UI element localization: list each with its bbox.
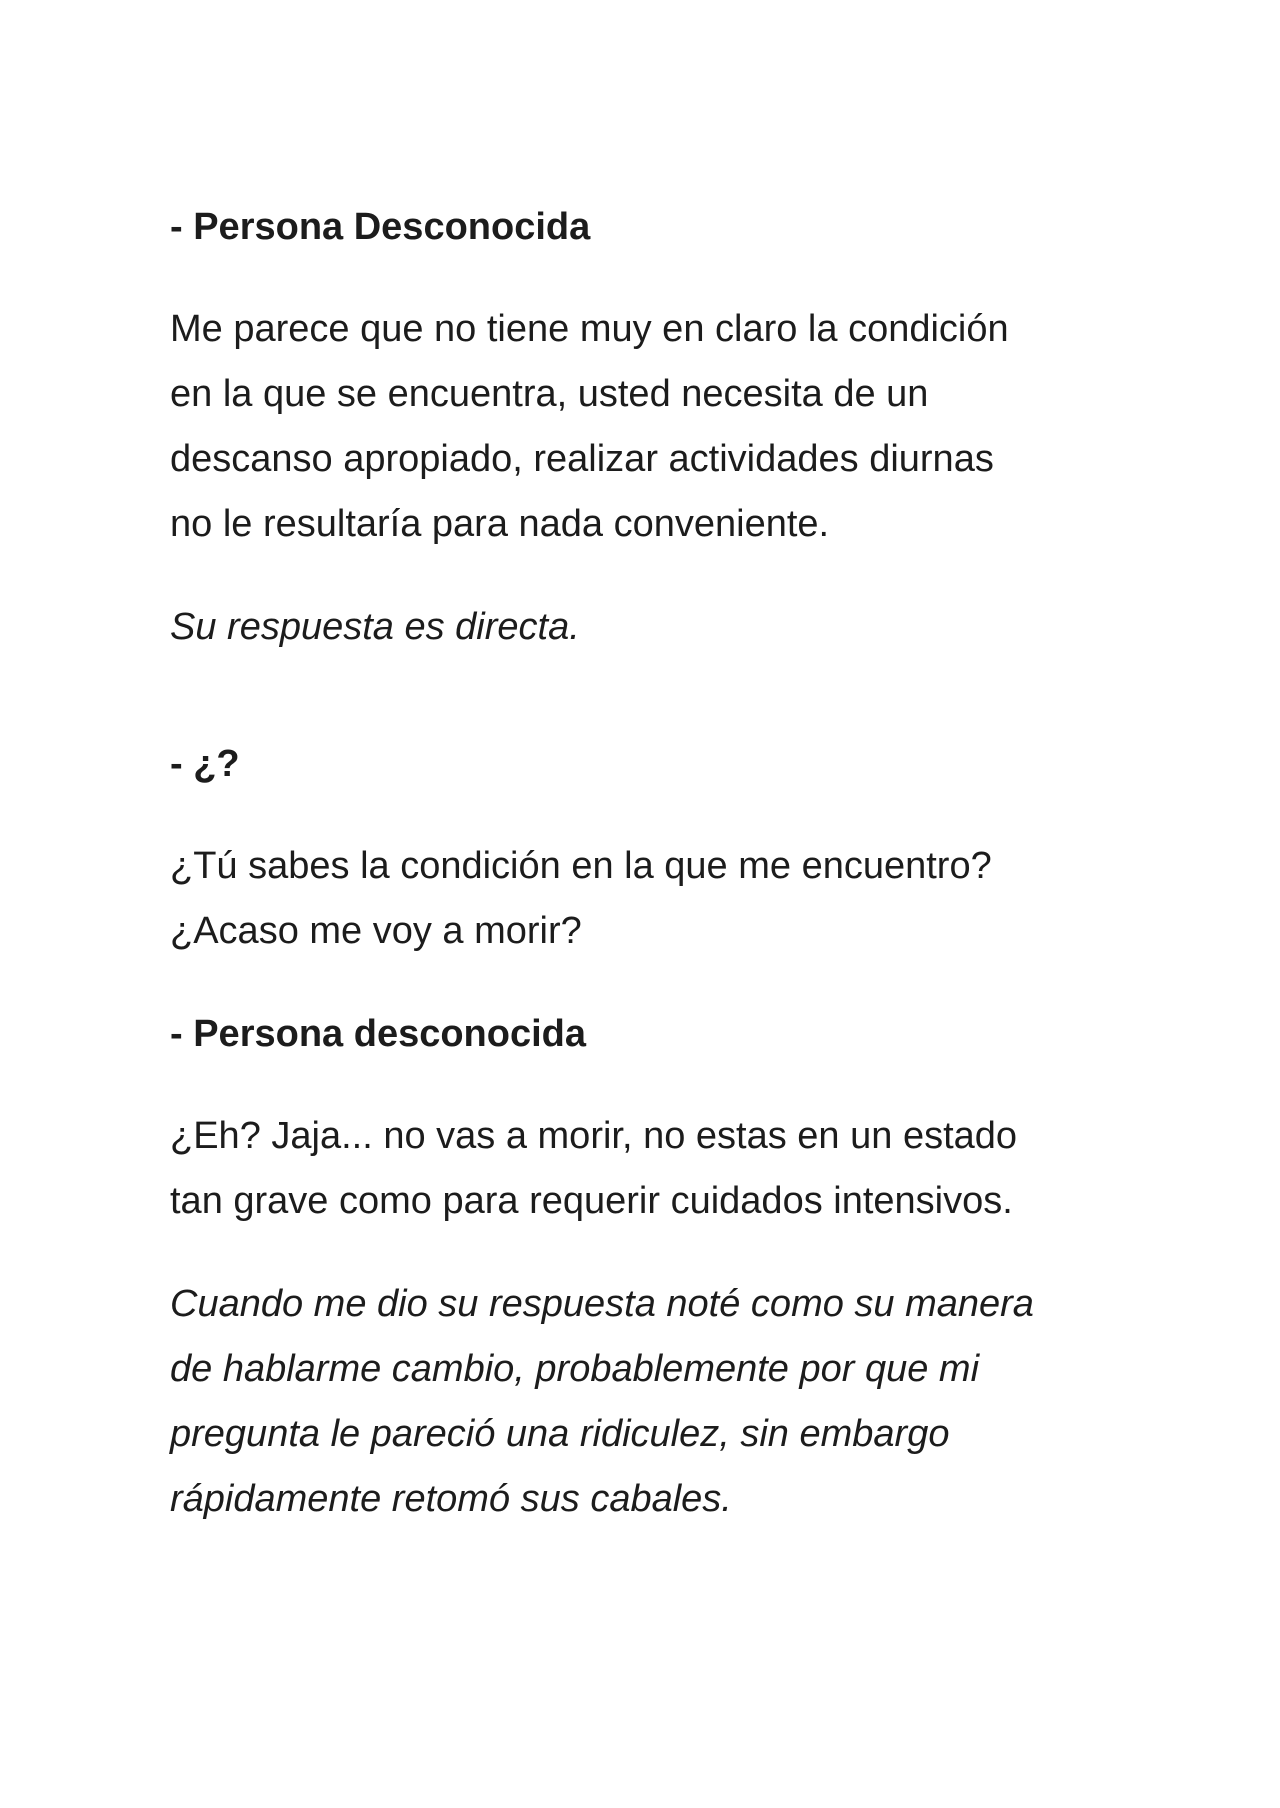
dialogue-paragraph xyxy=(170,297,1170,557)
text-line: pregunta le pareció una ridiculez, sin embargo xyxy=(170,1413,950,1455)
text-line: rápidamente retomó sus cabales. xyxy=(170,1478,732,1520)
narration-paragraph xyxy=(170,1272,1170,1532)
text-line: no le resultaría para nada conveniente. xyxy=(170,503,830,545)
speaker-label: - Persona desconocida xyxy=(170,1013,587,1055)
text-line: de hablarme cambio, probablemente por que mi xyxy=(170,1348,980,1390)
text-line: ¿Acaso me voy a morir? xyxy=(170,910,582,952)
speaker-label: - ¿? xyxy=(170,743,240,785)
text-line: Cuando me dio su respuesta noté como su manera xyxy=(170,1283,1034,1325)
text-line: en la que se encuentra, usted necesita de un xyxy=(170,373,929,415)
narration-paragraph xyxy=(170,595,1170,660)
speaker-label: - Persona Desconocida xyxy=(170,206,591,248)
text-line: ¿Tú sabes la condición en la que me encuentro? xyxy=(170,845,992,887)
dialogue-paragraph xyxy=(170,1104,1170,1234)
text-line: tan grave como para requerir cuidados intensivos. xyxy=(170,1180,1013,1222)
document-page xyxy=(170,195,1170,1570)
text-line: ¿Eh? Jaja... no vas a morir, no estas en un estado xyxy=(170,1115,1018,1157)
text-line: Su respuesta es directa. xyxy=(170,606,580,648)
text-line: descanso apropiado, realizar actividades diurnas xyxy=(170,438,994,480)
dialogue-paragraph xyxy=(170,834,1170,964)
text-line: Me parece que no tiene muy en claro la condición xyxy=(170,308,1009,350)
